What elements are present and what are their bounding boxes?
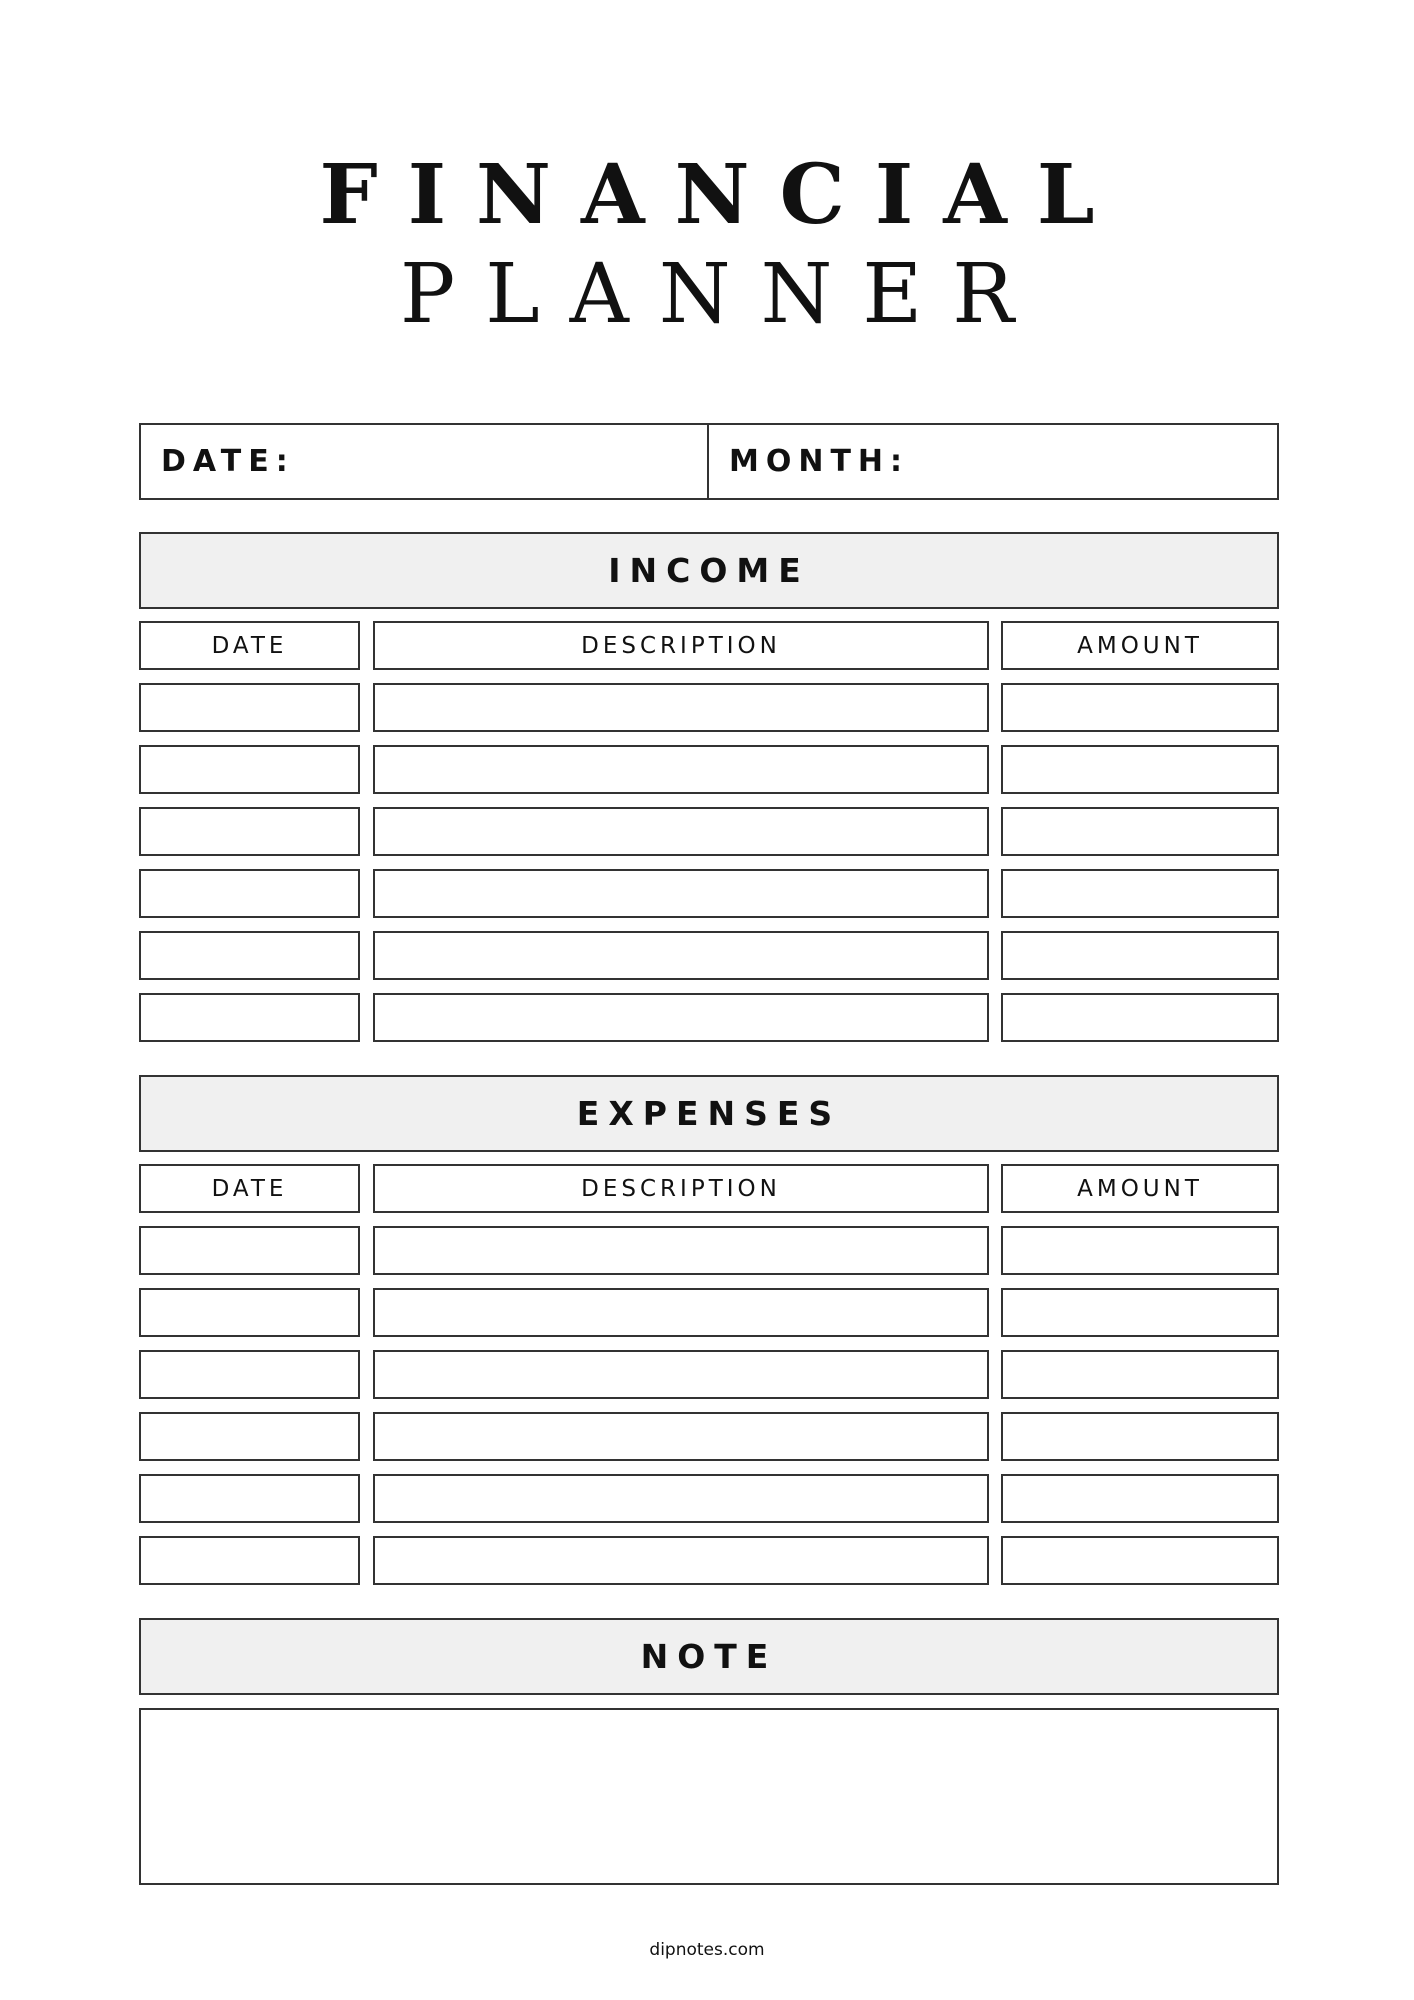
income-row-description-cell[interactable] xyxy=(373,807,989,856)
income-row-date-cell[interactable] xyxy=(139,931,360,980)
income-row-date-cell[interactable] xyxy=(139,807,360,856)
income-row-amount-cell[interactable] xyxy=(1001,683,1279,732)
date-field-label: DATE: xyxy=(161,444,295,479)
month-field-label: MONTH: xyxy=(729,444,910,479)
expenses-row-description-cell[interactable] xyxy=(373,1226,989,1275)
footer-site: dipnotes.com xyxy=(649,1940,765,1960)
expenses-row-description-cell[interactable] xyxy=(373,1412,989,1461)
income-column-date-label: DATE xyxy=(211,632,288,659)
income-section-header xyxy=(139,532,1279,609)
income-row-description-cell[interactable] xyxy=(373,745,989,794)
income-column-description-label: DESCRIPTION xyxy=(581,632,781,659)
expenses-row-amount-cell[interactable] xyxy=(1001,1288,1279,1337)
note-area[interactable] xyxy=(139,1708,1279,1885)
income-row-description-cell[interactable] xyxy=(373,683,989,732)
income-row-description-cell[interactable] xyxy=(373,869,989,918)
expenses-row-date-cell[interactable] xyxy=(139,1412,360,1461)
income-row-description-cell[interactable] xyxy=(373,931,989,980)
income-row-date-cell[interactable] xyxy=(139,683,360,732)
income-row-amount-cell[interactable] xyxy=(1001,931,1279,980)
expenses-row-amount-cell[interactable] xyxy=(1001,1536,1279,1585)
expenses-heading: EXPENSES xyxy=(576,1094,842,1133)
expenses-row-date-cell[interactable] xyxy=(139,1288,360,1337)
expenses-row-amount-cell[interactable] xyxy=(1001,1226,1279,1275)
income-row-amount-cell[interactable] xyxy=(1001,993,1279,1042)
income-column-header-description xyxy=(373,621,989,670)
income-column-header-amount xyxy=(1001,621,1279,670)
expenses-row-description-cell[interactable] xyxy=(373,1288,989,1337)
expenses-column-header-amount xyxy=(1001,1164,1279,1213)
income-row-date-cell[interactable] xyxy=(139,745,360,794)
income-row-date-cell[interactable] xyxy=(139,993,360,1042)
income-row-amount-cell[interactable] xyxy=(1001,745,1279,794)
note-section-header xyxy=(139,1618,1279,1695)
expenses-row-date-cell[interactable] xyxy=(139,1474,360,1523)
expenses-row-description-cell[interactable] xyxy=(373,1536,989,1585)
income-row-description-cell[interactable] xyxy=(373,993,989,1042)
income-row-date-cell[interactable] xyxy=(139,869,360,918)
expenses-row-date-cell[interactable] xyxy=(139,1350,360,1399)
expenses-row-amount-cell[interactable] xyxy=(1001,1412,1279,1461)
expenses-column-description-label: DESCRIPTION xyxy=(581,1175,781,1202)
expenses-column-header-date xyxy=(139,1164,360,1213)
title-line-2: PLANNER xyxy=(400,247,1044,342)
expenses-row-amount-cell[interactable] xyxy=(1001,1350,1279,1399)
expenses-section-header xyxy=(139,1075,1279,1152)
expenses-row-description-cell[interactable] xyxy=(373,1474,989,1523)
expenses-column-date-label: DATE xyxy=(211,1175,288,1202)
expenses-column-header-description xyxy=(373,1164,989,1213)
date-field[interactable] xyxy=(139,423,709,500)
expenses-row-description-cell[interactable] xyxy=(373,1350,989,1399)
expenses-row-amount-cell[interactable] xyxy=(1001,1474,1279,1523)
title-line-1: FINANCIAL xyxy=(319,147,1125,243)
expenses-row-date-cell[interactable] xyxy=(139,1226,360,1275)
income-heading: INCOME xyxy=(608,551,810,590)
income-column-header-date xyxy=(139,621,360,670)
month-field[interactable] xyxy=(707,423,1279,500)
income-column-amount-label: AMOUNT xyxy=(1077,632,1203,659)
note-heading: NOTE xyxy=(640,1637,778,1676)
expenses-column-amount-label: AMOUNT xyxy=(1077,1175,1203,1202)
income-row-amount-cell[interactable] xyxy=(1001,807,1279,856)
expenses-row-date-cell[interactable] xyxy=(139,1536,360,1585)
income-row-amount-cell[interactable] xyxy=(1001,869,1279,918)
